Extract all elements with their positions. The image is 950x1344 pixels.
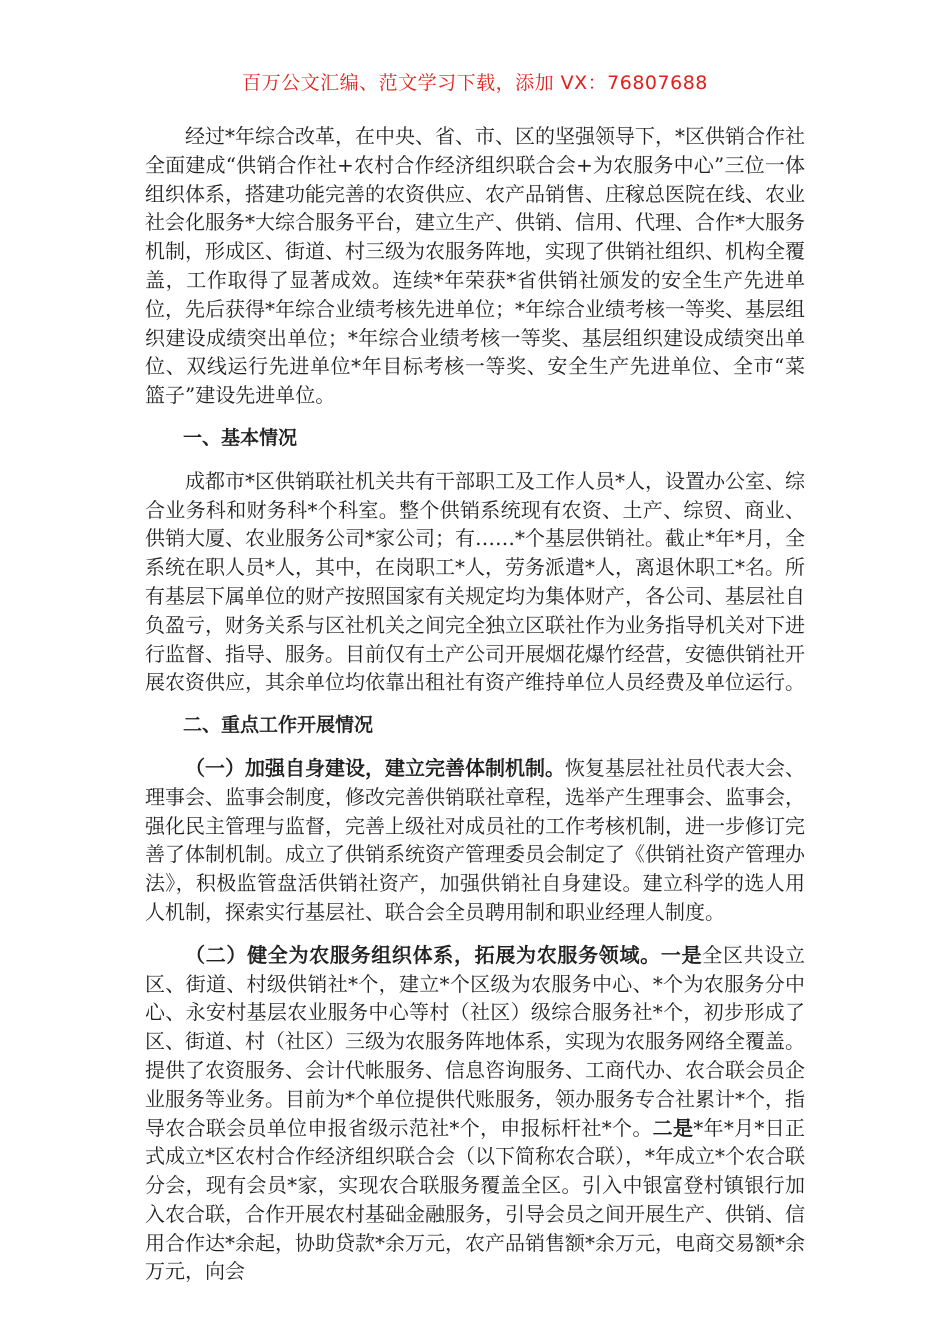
section-heading-key-work: 二、重点工作开展情况 [183,714,374,737]
subsection-1-paragraph [145,754,805,927]
document-body [145,122,805,1286]
subsection-2-title: （二）健全为农服务组织体系，拓展为农服务领域。 [185,942,661,967]
subsection-2-second-marker: 二是 [652,1115,694,1140]
subsection-2-body-b: *年*月*日正式成立*区农村合作经济组织联合会（以下简称农合联），*年成立*个农合联分会，现有会员*家，实现农合联服务覆盖全区。引入中银富登村镇银行加入农合联，合作开展农村基础金融服务，引导会员之间开展生产、供销、信用合作达*余起，协助贷款*余万元，农产品销售额*余万元，电商交易额*余万元，向会 [145,1115,806,1284]
section-heading-basic: 一、基本情况 [183,426,298,449]
subsection-1-body: 恢复基层社社员代表大会、理事会、监事会制度，修改完善供销联社章程，选举产生理事会、监事会，强化民主管理与监督，完善上级社对成员社的工作考核机制，进一步修订完善了体制机制。成立了供销系统资产管理委员会制定了《供销社资产管理办法》，积极监管盘活供销社资产，加强供销社自身建设。建立科学的选人用人机制，探索实行基层社、联合会全员聘用制和职业经理人制度。 [145,755,805,924]
subsection-2-paragraph [145,941,805,1287]
basic-situation-paragraph: 成都市*区供销联社机关共有干部职工及工作人员*人，设置办公室、综合业务科和财务科*个科室。整个供销系统现有农资、土产、综贸、商业、供销大厦、农业服务公司*家公司；有……*个基层供销社。截止*年*月，全系统在职人员*人，其中，在岗职工*人，劳务派遣*人，离退休职工*名。所有基层下属单位的财产按照国家有关规定均为集体财产，各公司、基层社自负盈亏，财务关系与区社机关之间完全独立区联社作为业务指导机关对下进行监督、指导、服务。目前仅有土产公司开展烟花爆竹经营，安德供销社开展农资供应，其余单位均依靠出租社有资产维持单位人员经费及单位运行。 [145,468,805,695]
watermark-header: 百万公文汇编、范文学习下载，添加 VX：76807688 [242,72,708,94]
subsection-2-body-a: 全区共设立区、街道、村级供销社*个，建立*个区级为农服务中心、*个为农服务分中心、永安村基层农业服务中心等村（社区）级综合服务社*个，初步形成了区、街道、村（社区）三级为农服务阵地体系，实现为农服务网络全覆盖。提供了农资服务、会计代帐服务、信息咨询服务、工商代办、农合联会员企业服务等业务。目前为*个单位提供代账服务，领办服务专合社累计*个，指导农合联会员单位申报省级示范社*个，申报标杆社*个。 [145,942,806,1140]
subsection-1-title: （一）加强自身建设，建立完善体制机制。 [185,755,565,780]
intro-paragraph: 经过*年综合改革，在中央、省、市、区的坚强领导下，*区供销合作社全面建成“供销合作社+农村合作经济组织联合会+为农服务中心”三位一体组织体系，搭建功能完善的农资供应、农产品销售、庄稼总医院在线、农业社会化服务*大综合服务平台，建立生产、供销、信用、代理、合作*大服务机制，形成区、街道、村三级为农服务阵地，实现了供销社组织、机构全覆盖，工作取得了显著成效。连续*年荣获*省供销社颁发的安全生产先进单位，先后获得*年综合业绩考核先进单位；*年综合业绩考核一等奖、基层组织建设成绩突出单位；*年综合业绩考核一等奖、基层组织建设成绩突出单位、双线运行先进单位*年目标考核一等奖、安全生产先进单位、全市“菜篮子”建设先进单位。 [145,124,805,408]
subsection-2-first-marker: 一是 [660,942,703,967]
